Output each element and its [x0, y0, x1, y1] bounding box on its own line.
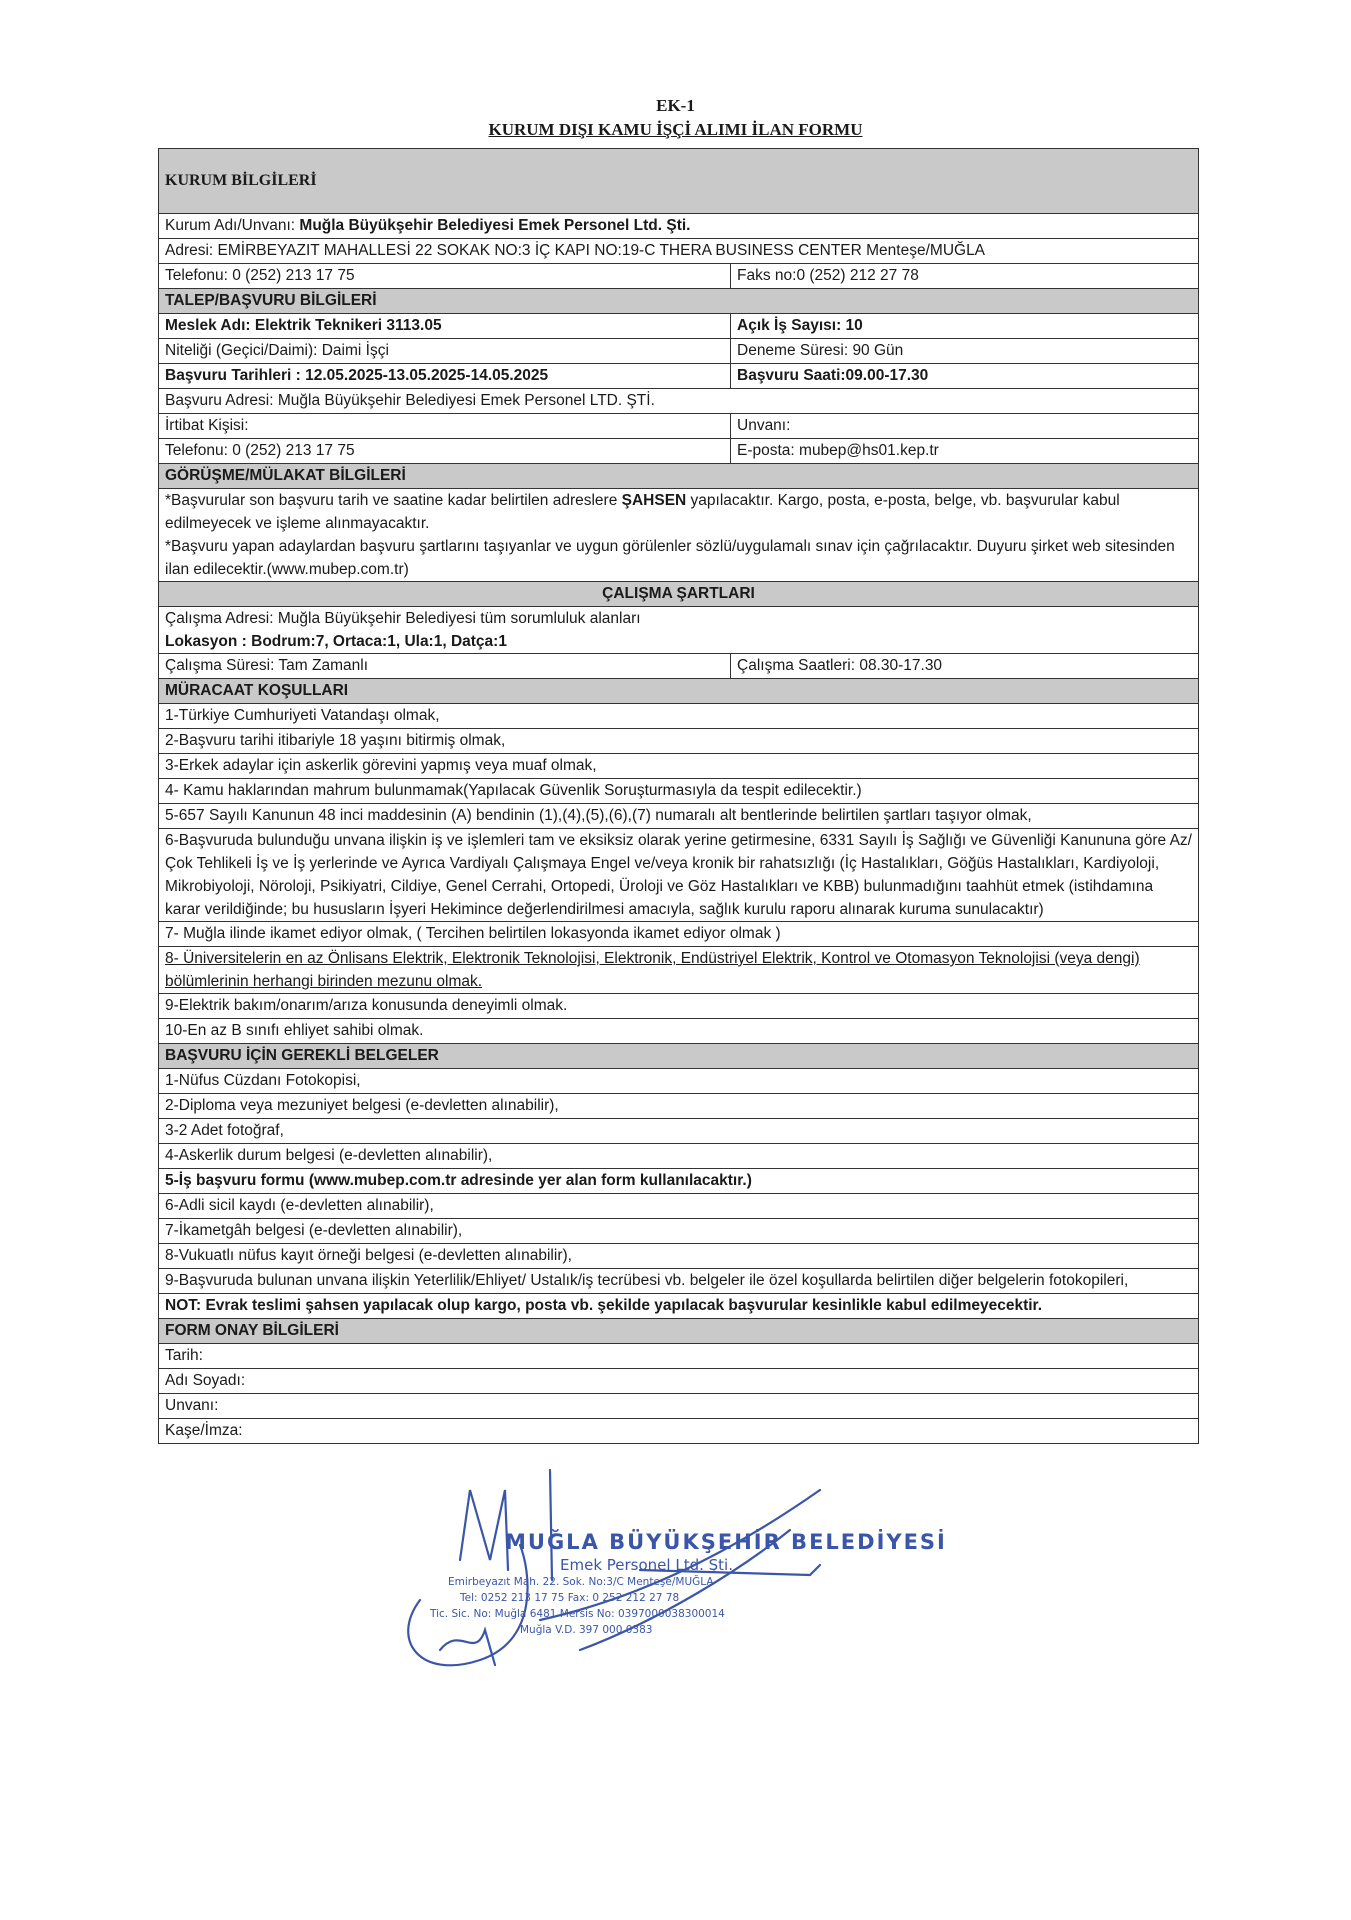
application-address: Başvuru Adresi: Muğla Büyükşehir Belediyesi Emek Personel LTD. ŞTİ.	[159, 389, 1199, 414]
section-muracaat-kosullari: MÜRACAAT KOŞULLARI	[159, 679, 1199, 704]
contact-person: İrtibat Kişisi:	[159, 414, 731, 439]
requirement-item: 2-Başvuru tarihi itibariyle 18 yaşını bitirmiş olmak,	[159, 729, 1199, 754]
work-location-row	[159, 607, 1199, 654]
interview-note-1: *Başvurular son başvuru tarih ve saatine kadar belirtilen adreslere ŞAHSEN yapılacaktır. Kargo, posta, e-posta, belge, vb. başvurular kabul edilmeyecek ve işleme alınmayacaktır.	[165, 492, 1120, 532]
form-title: KURUM DIŞI KAMU İŞÇİ ALIMI İLAN FORMU	[488, 120, 863, 139]
requirement-item: 6-Başvuruda bulunduğu unvana ilişkin iş ve işlemleri tam ve eksiksiz olarak yerine getirmesine, 6331 Sayılı İş Sağlığı ve Güvenliği Kanununa göre Az/Çok Tehlikeli İş ve İş yerlerinde ve Ayrıca Vardiyalı Çalışmaya Engel ve/veya kronik bir rahatsızlığı (İç Hastalıkları, Göğüs Hastalıkları, Kardiyoloji, Mikrobiyoloji, Nöroloji, Psikiyatri, Cildiye, Genel Cerrahi, Ortopedi, Üroloji ve Göz Hastalıkları ve KBB) bulunmadığını taahhüt etmek (istihdamına karar verildiğinde; bu hususların İşyeri Hekimince değerlendirilmesi amacıyla, sağlık kurulu raporu alınarak kuruma sunulacaktır)	[159, 829, 1199, 922]
requirement-item: 7- Muğla ilinde ikamet ediyor olmak, ( Tercihen belirtilen lokasyonda ikamet ediyor olmak )	[159, 922, 1199, 947]
stamp-line-2: Emek Personel Ltd. Şti.	[560, 1556, 733, 1574]
document-item: 8-Vukuatlı nüfus kayıt örneği belgesi (e-devletten alınabilir),	[159, 1244, 1199, 1269]
requirement-item: 10-En az B sınıfı ehliyet sahibi olmak.	[159, 1019, 1199, 1044]
institution-name-label: Kurum Adı/Unvanı:	[165, 217, 300, 234]
work-address: Çalışma Adresi: Muğla Büyükşehir Belediyesi tüm sorumluluk alanları	[165, 610, 641, 627]
approval-name-field: Adı Soyadı:	[159, 1369, 1199, 1394]
section-calisma-sartlari: ÇALIŞMA ŞARTLARI	[159, 582, 1199, 607]
signature-icon	[400, 1450, 840, 1670]
submission-note: NOT: Evrak teslimi şahsen yapılacak olup kargo, posta vb. şekilde yapılacak başvurular kesinlikle kabul edilmeyecektir.	[159, 1294, 1199, 1319]
document-item: 5-İş başvuru formu (www.mubep.com.tr adresinde yer alan form kullanılacaktır.)	[159, 1169, 1199, 1194]
document-item: 7-İkametgâh belgesi (e-devletten alınabilir),	[159, 1219, 1199, 1244]
approval-date-field: Tarih:	[159, 1344, 1199, 1369]
institution-name-row	[159, 214, 1199, 239]
open-positions: Açık İş Sayısı: 10	[731, 314, 1199, 339]
application-hours: Başvuru Saati:09.00-17.30	[731, 364, 1199, 389]
institution-fax: Faks no:0 (252) 212 27 78	[731, 264, 1199, 289]
stamp-line-3: Emirbeyazıt Mah. 22. Sok. No:3/C Menteşe/MUĞLA	[448, 1576, 714, 1588]
institution-address: Adresi: EMİRBEYAZIT MAHALLESİ 22 SOKAK NO:3 İÇ KAPI NO:19-C THERA BUSINESS CENTER Menteşe/MUĞLA	[159, 239, 1199, 264]
probation-period: Deneme Süresi: 90 Gün	[731, 339, 1199, 364]
stamp-line-6: Muğla V.D. 397 000 0383	[520, 1624, 653, 1636]
approval-stamp-signature-field: Kaşe/İmza:	[159, 1419, 1199, 1444]
stamp-line-1: MUĞLA BÜYÜKŞEHİR BELEDİYESİ	[505, 1530, 947, 1554]
work-locations: Lokasyon : Bodrum:7, Ortaca:1, Ula:1, Datça:1	[165, 633, 507, 650]
annex-label: EK-1	[656, 96, 695, 115]
work-duration: Çalışma Süresi: Tam Zamanlı	[159, 654, 731, 679]
interview-info	[159, 489, 1199, 582]
institution-name-value: Muğla Büyükşehir Belediyesi Emek Personel Ltd. Şti.	[299, 217, 691, 234]
contact-title: Unvanı:	[731, 414, 1199, 439]
application-dates: Başvuru Tarihleri : 12.05.2025-13.05.2025-14.05.2025	[159, 364, 731, 389]
requirement-item: 1-Türkiye Cumhuriyeti Vatandaşı olmak,	[159, 704, 1199, 729]
employment-type: Niteliği (Geçici/Daimi): Daimi İşçi	[159, 339, 731, 364]
section-kurum-bilgileri: KURUM BİLGİLERİ	[159, 149, 1199, 214]
document-item: 2-Diploma veya mezuniyet belgesi (e-devletten alınabilir),	[159, 1094, 1199, 1119]
announcement-form-table	[158, 148, 1199, 1444]
document-item: 3-2 Adet fotoğraf,	[159, 1119, 1199, 1144]
document-item: 6-Adli sicil kaydı (e-devletten alınabilir),	[159, 1194, 1199, 1219]
stamp-line-4: Tel: 0252 213 17 75 Fax: 0 252 212 27 78	[460, 1592, 680, 1604]
document-item: 4-Askerlik durum belgesi (e-devletten alınabilir),	[159, 1144, 1199, 1169]
contact-phone: Telefonu: 0 (252) 213 17 75	[159, 439, 731, 464]
section-form-onay: FORM ONAY BİLGİLERİ	[159, 1319, 1199, 1344]
section-gorusme-mulakat: GÖRÜŞME/MÜLAKAT BİLGİLERİ	[159, 464, 1199, 489]
section-talep-basvuru: TALEP/BAŞVURU BİLGİLERİ	[159, 289, 1199, 314]
requirement-item: 9-Elektrik bakım/onarım/arıza konusunda deneyimli olmak.	[159, 994, 1199, 1019]
requirement-item: 5-657 Sayılı Kanunun 48 inci maddesinin (A) bendinin (1),(4),(5),(6),(7) numaralı alt bentlerinde belirtilen şartları taşıyor olmak,	[159, 804, 1199, 829]
requirement-item: 4- Kamu haklarından mahrum bulunmamak(Yapılacak Güvenlik Soruşturmasıyla da tespit edilecektir.)	[159, 779, 1199, 804]
requirement-item: 8- Üniversitelerin en az Önlisans Elektrik, Elektronik Teknolojisi, Elektronik, Endüstriyel Elektrik, Kontrol ve Otomasyon Teknolojisi (veya dengi) bölümlerinin herhangi birinden mezunu olmak.	[159, 947, 1199, 994]
approval-title-field: Unvanı:	[159, 1394, 1199, 1419]
work-hours: Çalışma Saatleri: 08.30-17.30	[731, 654, 1199, 679]
document-item: 1-Nüfus Cüzdanı Fotokopisi,	[159, 1069, 1199, 1094]
company-stamp	[400, 1450, 947, 1670]
stamp-line-5: Tic. Sic. No: Muğla 6481 Mersis No: 0397000038300014	[430, 1608, 725, 1620]
institution-phone: Telefonu: 0 (252) 213 17 75	[159, 264, 731, 289]
requirement-item: 3-Erkek adaylar için askerlik görevini yapmış veya muaf olmak,	[159, 754, 1199, 779]
occupation-name: Meslek Adı: Elektrik Teknikeri 3113.05	[159, 314, 731, 339]
contact-email: E-posta: mubep@hs01.kep.tr	[731, 439, 1199, 464]
interview-note-2: *Başvuru yapan adaylardan başvuru şartlarını taşıyanlar ve uygun görülenler sözlü/uygulamalı sınav için çağrılacaktır. Duyuru şirket web sitesinden ilan edilecektir.(www.mubep.com.tr)	[165, 538, 1175, 578]
document-item: 9-Başvuruda bulunan unvana ilişkin Yeterlilik/Ehliyet/ Ustalık/iş tecrübesi vb. belgeler ile özel koşullarda belirtilen diğer belgelerin fotokopileri,	[159, 1269, 1199, 1294]
section-gerekli-belgeler: BAŞVURU İÇİN GEREKLİ BELGELER	[159, 1044, 1199, 1069]
